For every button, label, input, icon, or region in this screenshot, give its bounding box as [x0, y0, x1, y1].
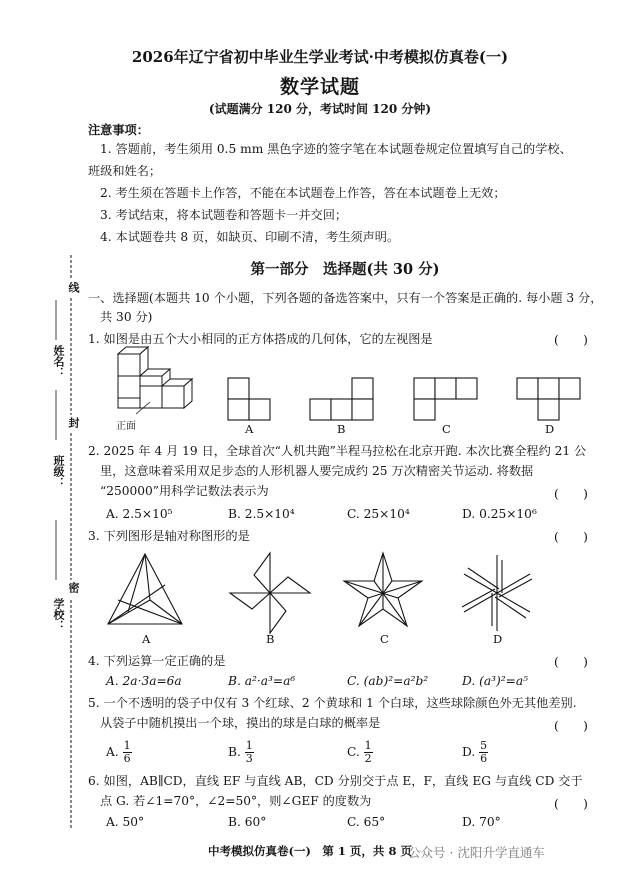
- q6-line-1: 6. 如图，AB∥CD，直线 EF 与直线 AB，CD 分别交于点 E，F，直线 EG 与直线 CD 交于: [88, 774, 583, 788]
- q4-text: 4. 下列运算一定正确的是: [88, 654, 226, 668]
- section-intro-1: 一、选择题(本题共 10 个小题，下列各题的备选答案中，只有一个答案是正确的. 每小题 3 分，: [88, 291, 603, 305]
- q3-label-b: B: [266, 632, 275, 646]
- section-title: 第一部分 选择题(共 30 分): [250, 261, 440, 278]
- q5-option-c: C. $\frac{1}{2}$: [347, 739, 372, 765]
- watermark: 公众号 · 沈阳升学直通车: [408, 845, 545, 860]
- q1-text: 1. 如图是由五个大小相同的正方体搭成的几何体，它的左视图是: [88, 332, 433, 346]
- q1-label-d: D: [545, 422, 555, 436]
- q6-line-2: 点 G. 若∠1=70°，∠2=50°，则∠GEF 的度数为: [100, 794, 372, 808]
- q4-option-d: D. (a³)²=a⁵: [462, 674, 528, 688]
- q4-option-a: A. 2a·3a=6a: [106, 674, 182, 688]
- q5-line-1: 5. 一个不透明的袋子中仅有 3 个红球、2 个黄球和 1 个白球，这些球除颜色外无其他差别.: [88, 696, 577, 710]
- q2-option-c: C. 25×10⁴: [347, 507, 410, 521]
- binding-feng: 封: [67, 417, 80, 428]
- q3-label-d: D: [493, 632, 503, 646]
- q1-paren: ( ): [554, 333, 588, 347]
- q4-paren: ( ): [554, 655, 588, 669]
- notice-item-1: 1. 答题前，考生须用 0.5 mm 黑色字迹的签字笔在本试题卷规定位置填写自己的学校、: [100, 142, 572, 156]
- exam-title: 2026年辽宁省初中毕业生学业考试·中考模拟仿真卷(一): [131, 48, 509, 66]
- notice-item-2: 2. 考生须在答题卡上作答，不能在本试题卷上作答，答在本试题卷上无效；: [100, 186, 506, 200]
- q1-front-label: 正面: [116, 421, 136, 432]
- q2-option-b: B. 2.5×10⁴: [228, 507, 295, 521]
- q6-option-b: B. 60°: [228, 815, 267, 829]
- binding-xian: 线: [67, 282, 80, 293]
- q6-paren: ( ): [554, 797, 588, 811]
- name-label: 姓名：: [52, 345, 65, 378]
- q5-option-a: A. $\frac{1}{6}$: [106, 739, 131, 765]
- page-footer: 中考模拟仿真卷(一) 第 1 页，共 8 页: [208, 844, 412, 858]
- q4-option-c: C. (ab)²=a²b²: [347, 674, 429, 688]
- q3-label-c: C: [380, 632, 389, 646]
- q2-line-1: 2. 2025 年 4 月 19 日，全球首次“人机共跑”半程马拉松在北京开跑. 本次比赛全程约 21 公: [88, 444, 587, 458]
- notice-item-4: 4. 本试题卷共 8 页，如缺页、印刷不清，考生须声明。: [100, 230, 400, 244]
- q5-paren: ( ): [554, 719, 588, 733]
- section-intro-2: 共 30 分): [100, 310, 153, 324]
- q2-option-a: A. 2.5×10⁵: [106, 507, 173, 521]
- notice-heading: 注意事项：: [88, 123, 149, 137]
- q3-text: 3. 下列图形是轴对称图形的是: [88, 529, 250, 543]
- q2-line-3: “250000”用科学记数法表示为: [100, 484, 269, 498]
- q6-option-c: C. 65°: [347, 815, 386, 829]
- q4-option-b: B. a²·a³=a⁶: [228, 674, 296, 688]
- q2-line-2: 里，这意味着采用双足步态的人形机器人要完成约 25 万次精密关节运动. 将数据: [100, 464, 534, 478]
- q2-option-d: D. 0.25×10⁶: [462, 507, 537, 521]
- q2-paren: ( ): [554, 487, 588, 501]
- class-label: 班级：: [52, 455, 65, 488]
- notice-item-1b: 班级和姓名；: [88, 164, 162, 178]
- q6-option-d: D. 70°: [462, 815, 501, 829]
- notice-item-3: 3. 考试结束，将本试题卷和答题卡一并交回；: [100, 208, 348, 222]
- binding-mi: 密: [67, 582, 80, 593]
- q1-label-c: C: [442, 422, 451, 436]
- q1-label-b: B: [337, 422, 346, 436]
- q3-paren: ( ): [554, 530, 588, 544]
- q6-option-a: A. 50°: [106, 815, 145, 829]
- q5-line-2: 从袋子中随机摸出一个球，摸出的球是白球的概率是: [100, 716, 381, 730]
- q3-label-a: A: [142, 632, 151, 646]
- exam-info: (试题满分 120 分，考试时间 120 分钟): [208, 102, 432, 116]
- exam-subject: 数学试题: [279, 76, 360, 98]
- school-label: 学校：: [52, 598, 65, 631]
- q1-label-a: A: [245, 422, 254, 436]
- q5-option-d: D. $\frac{5}{6}$: [462, 739, 488, 765]
- q5-option-b: B. $\frac{1}{3}$: [228, 739, 253, 765]
